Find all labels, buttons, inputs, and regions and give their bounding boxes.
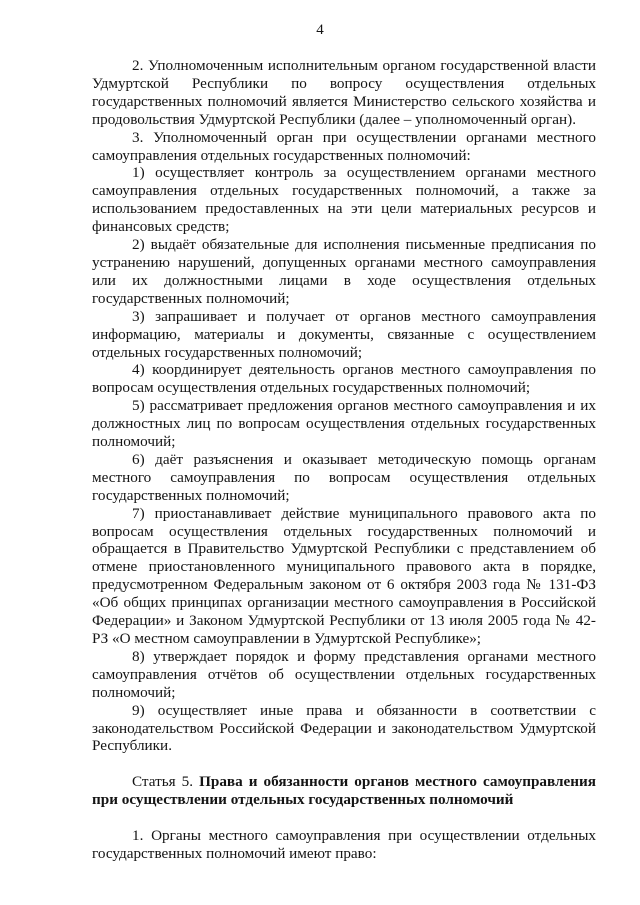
list-item-3: 3) запрашивает и получает от органов местного самоуправления информацию, материалы и документы, связанные с осуществлением отдельных государственных полномочий;	[92, 307, 596, 361]
list-item-4: 4) координирует деятельность органов местного самоуправления по вопросам осуществления отдельных государственных полномочий;	[92, 361, 596, 397]
article-title: Права и обязанности органов местного самоуправления при осуществлении отдельных государственных полномочий	[92, 773, 596, 809]
list-item-1: 1) осуществляет контроль за осуществлением органами местного самоуправления отдельных государственных полномочий, а также за использованием предоставленных на эти цели материальных ресурсов и финансовых средств;	[92, 164, 596, 236]
list-item-5: 5) рассматривает предложения органов местного самоуправления и их должностных лиц по вопросам осуществления отдельных государственных полномочий;	[92, 397, 596, 451]
page-number: 4	[316, 22, 324, 38]
paragraph-3: 3. Уполномоченный орган при осуществлении органами местного самоуправления отдельных государственных полномочий:	[92, 128, 596, 164]
document-body	[92, 57, 596, 863]
list-item-9: 9) осуществляет иные права и обязанности в соответствии с законодательством Российской Федерации и законодательством Удмуртской Республики.	[92, 701, 596, 755]
list-item-2: 2) выдаёт обязательные для исполнения письменные предписания по устранению нарушений, допущенных органами местного самоуправления или их должностными лицами в ходе осуществления отдельных государственных полномочий;	[92, 236, 596, 307]
closing-paragraph: 1. Органы местного самоуправления при осуществлении отдельных государственных полномочий имеют право:	[92, 827, 596, 863]
paragraph-2: 2. Уполномоченным исполнительным органом государственной власти Удмуртской Республики по вопросу осуществления отдельных государственных полномочий является Министерство сельского хозяйства и продовольствия Удмуртской Республики (далее – уполномоченный орган).	[92, 57, 596, 128]
article-label: Статья 5.	[132, 773, 194, 791]
list-item-6: 6) даёт разъяснения и оказывает методическую помощь органам местного самоуправления по вопросам осуществления отдельных государственных полномочий;	[92, 450, 596, 504]
article-heading	[92, 773, 596, 809]
list-item-8: 8) утверждает порядок и форму представления органами местного самоуправления отчётов об осуществлении отдельных государственных полномочий;	[92, 647, 596, 701]
list-item-7: 7) приостанавливает действие муниципального правового акта по вопросам осуществления отдельных государственных полномочий и обращается в Правительство Удмуртской Республики с представлением об отмене приостановленного муниципального правового акта в порядке, предусмотренном Федеральным законом от 6 октября 2003 года № 131-ФЗ «Об общих принципах организации местного самоуправления в Российской Федерации» и Законом Удмуртской Республики от 13 июля 2005 года № 42-РЗ «О местном самоуправлении в Удмуртской Республике»;	[92, 504, 596, 647]
